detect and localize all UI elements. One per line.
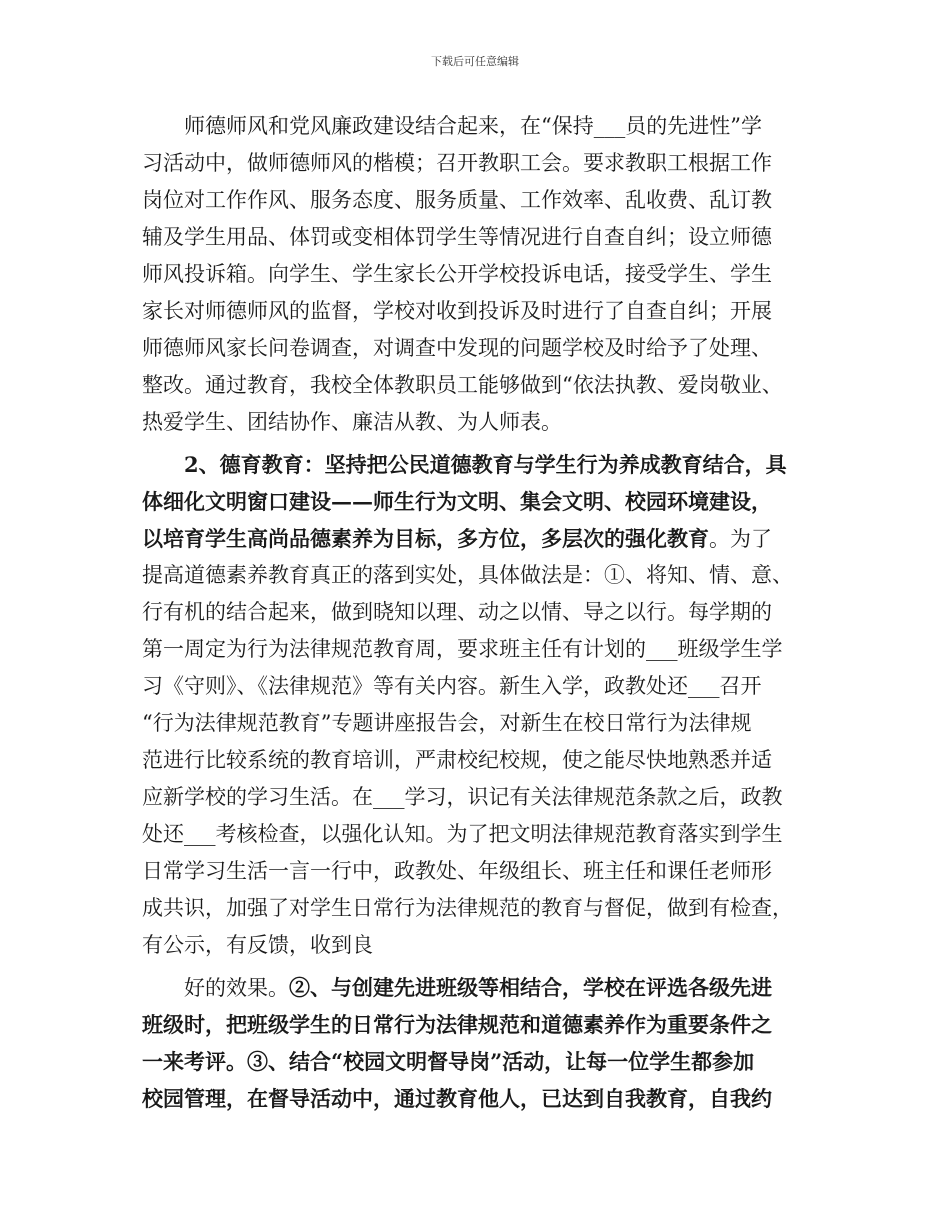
page-header: 下载后可任意编辑: [431, 55, 519, 68]
paragraph-3: [142, 969, 832, 1117]
text-line: 整改。通过教育，我校全体教职员工能够做到“依法执教、爱岗敬业、: [142, 373, 783, 397]
text-line: 习活动中，做师德师风的楷模；召开教职工会。要求教职工根据工作: [142, 151, 772, 175]
document-body: [142, 108, 832, 1117]
paragraph-1: [142, 108, 832, 441]
text-line: 热爱学生、团结协作、廉洁从教、为人师表。: [142, 410, 562, 434]
text-line: “行为法律规范教育”专题讲座报告会，对新生在校日常行为法律规: [142, 711, 752, 735]
paragraph-2: [142, 446, 832, 964]
text-line-mixed: [142, 520, 832, 557]
text-line: 提高道德素养教育真正的落到实处，具体做法是：①、将知、情、意、: [142, 563, 793, 587]
normal-span: 。为了: [709, 527, 772, 551]
text-line: 师德师风和党风廉政建设结合起来，在“保持___员的先进性”学: [184, 114, 762, 138]
text-line-bold: 班级时，把班级学生的日常行为法律规范和道德素养作为重要条件之: [142, 1012, 772, 1037]
normal-span: 好的效果。: [184, 976, 289, 1000]
text-line: 家长对师德师风的监督，学校对收到投诉及时进行了自查自纠；开展: [142, 299, 772, 323]
text-line-bold: 2、德育教育：坚持把公民道德教育与学生行为养成教育结合，具: [184, 452, 787, 477]
text-line: 习《守则》、《法律规范》等有关内容。新生入学，政教处还___召开: [142, 674, 762, 698]
text-line: 行有机的结合起来，做到晓知以理、动之以情、导之以行。每学期的: [142, 600, 772, 624]
text-line: 师德师风家长问卷调查，对调查中发现的问题学校及时给予了处理、: [142, 336, 772, 360]
text-line-mixed: [142, 969, 832, 1006]
bold-span: ②、与创建先进班级等相结合，学校在评选各级先进: [289, 975, 772, 1000]
text-line-bold: 体细化文明窗口建设——师生行为文明、集会文明、校园环境建设，: [142, 489, 772, 514]
text-line: 成共识，加强了对学生日常行为法律规范的教育与督促，做到有检查，: [142, 896, 793, 920]
text-line-bold: 校园管理，在督导活动中，通过教育他人，已达到自我教育，自我约: [142, 1086, 772, 1111]
text-line: 辅及学生用品、体罚或变相体罚学生等情况进行自查自纠；设立师德: [142, 225, 772, 249]
text-line: 师风投诉箱。向学生、学生家长公开学校投诉电话，接受学生、学生: [142, 262, 772, 286]
bold-span: 以培育学生高尚品德素养为目标，多方位，多层次的强化教育: [142, 526, 709, 551]
text-line: 岗位对工作作风、服务态度、服务质量、工作效率、乱收费、乱订教: [142, 188, 772, 212]
text-line: 有公示，有反馈，收到良: [142, 933, 373, 957]
text-line: 第一周定为行为法律规范教育周，要求班主任有计划的___班级学生学: [142, 637, 783, 661]
text-line: 应新学校的学习生活。在___学习，识记有关法律规范条款之后，政教: [142, 785, 783, 809]
text-line-bold: 一来考评。③、结合“校园文明督导岗”活动，让每一位学生都参加: [142, 1049, 755, 1074]
text-line: 处还___考核检查，以强化认知。为了把文明法律规范教育落实到学生: [142, 822, 783, 846]
text-line: 日常学习生活一言一行中，政教处、年级组长、班主任和课任老师形: [142, 859, 772, 883]
text-line: 范进行比较系统的教育培训，严肃校纪校规，使之能尽快地熟悉并适: [142, 748, 772, 772]
